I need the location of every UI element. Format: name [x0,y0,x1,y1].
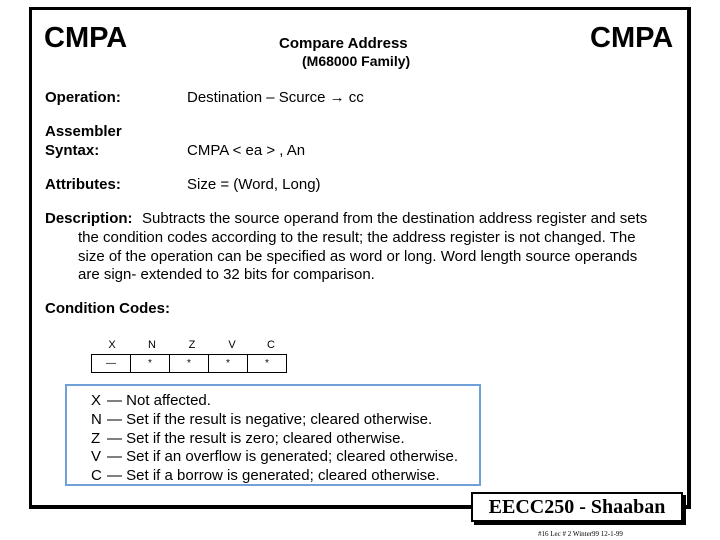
attributes-value: Size = (Word, Long) [187,176,321,193]
flag-definition [91,392,211,409]
flag-value-cell: * [209,355,248,373]
flag-header: Z [188,339,196,351]
flag-header: X [108,339,116,351]
syntax-value: CMPA < ea > , An [187,142,306,159]
flag-definition-text: — Set if the result is zero; cleared otherwise. [107,430,405,447]
condition-code-row [92,355,287,373]
operation-label: Operation: [45,89,121,106]
flag-header: C [267,339,275,351]
flag-letter: V [91,448,102,465]
flag-definition [91,430,405,447]
description-line: the condition codes according to the result; the address register is not changed. The [78,229,636,246]
description-line: are sign- extended to 32 bits for comparison. [78,266,375,283]
page-title: Compare Address [279,35,408,52]
description-line: Subtracts the source operand from the destination address register and sets [142,210,648,227]
flag-definition [91,411,432,428]
lecture-info: #16 Lec # 2 Winter99 12-1-99 [538,530,623,538]
flag-definition-text: — Not affected. [107,392,211,409]
flag-definition-text: — Set if a borrow is generated; cleared otherwise. [107,467,440,484]
operation-value: Destination – Scurce → cc [187,89,364,106]
flag-letter: C [91,467,102,484]
flag-letter: X [91,392,102,409]
flag-definition-text: — Set if the result is negative; cleared otherwise. [107,411,433,428]
mnemonic-left: CMPA [44,22,128,54]
flag-letter: Z [91,430,101,447]
flag-header: N [148,339,156,351]
flag-value-cell: — [92,355,131,373]
mnemonic-right: CMPA [590,22,674,54]
flag-definitions-box [65,384,481,486]
condition-codes-label: Condition Codes: [45,300,170,317]
attributes-label: Attributes: [45,176,121,193]
assembler-label: Assembler [45,123,122,140]
flag-letter: N [91,411,102,428]
flag-value-cell: * [170,355,209,373]
course-footer: EECC250 - Shaaban [471,492,683,522]
description-label: Description: [45,210,133,227]
flag-definition [91,448,458,465]
flag-definition [91,467,440,484]
flag-value-cell: * [248,355,287,373]
family-subtitle: (M68000 Family) [302,53,411,69]
flag-value-cell: * [131,355,170,373]
flag-header: V [228,339,236,351]
condition-code-table [91,354,287,373]
flag-definition-text: — Set if an overflow is generated; cleared otherwise. [107,448,459,465]
syntax-label: Syntax: [45,142,100,159]
description-line: size of the operation can be specified as word or long. Word length source operands [78,248,638,265]
